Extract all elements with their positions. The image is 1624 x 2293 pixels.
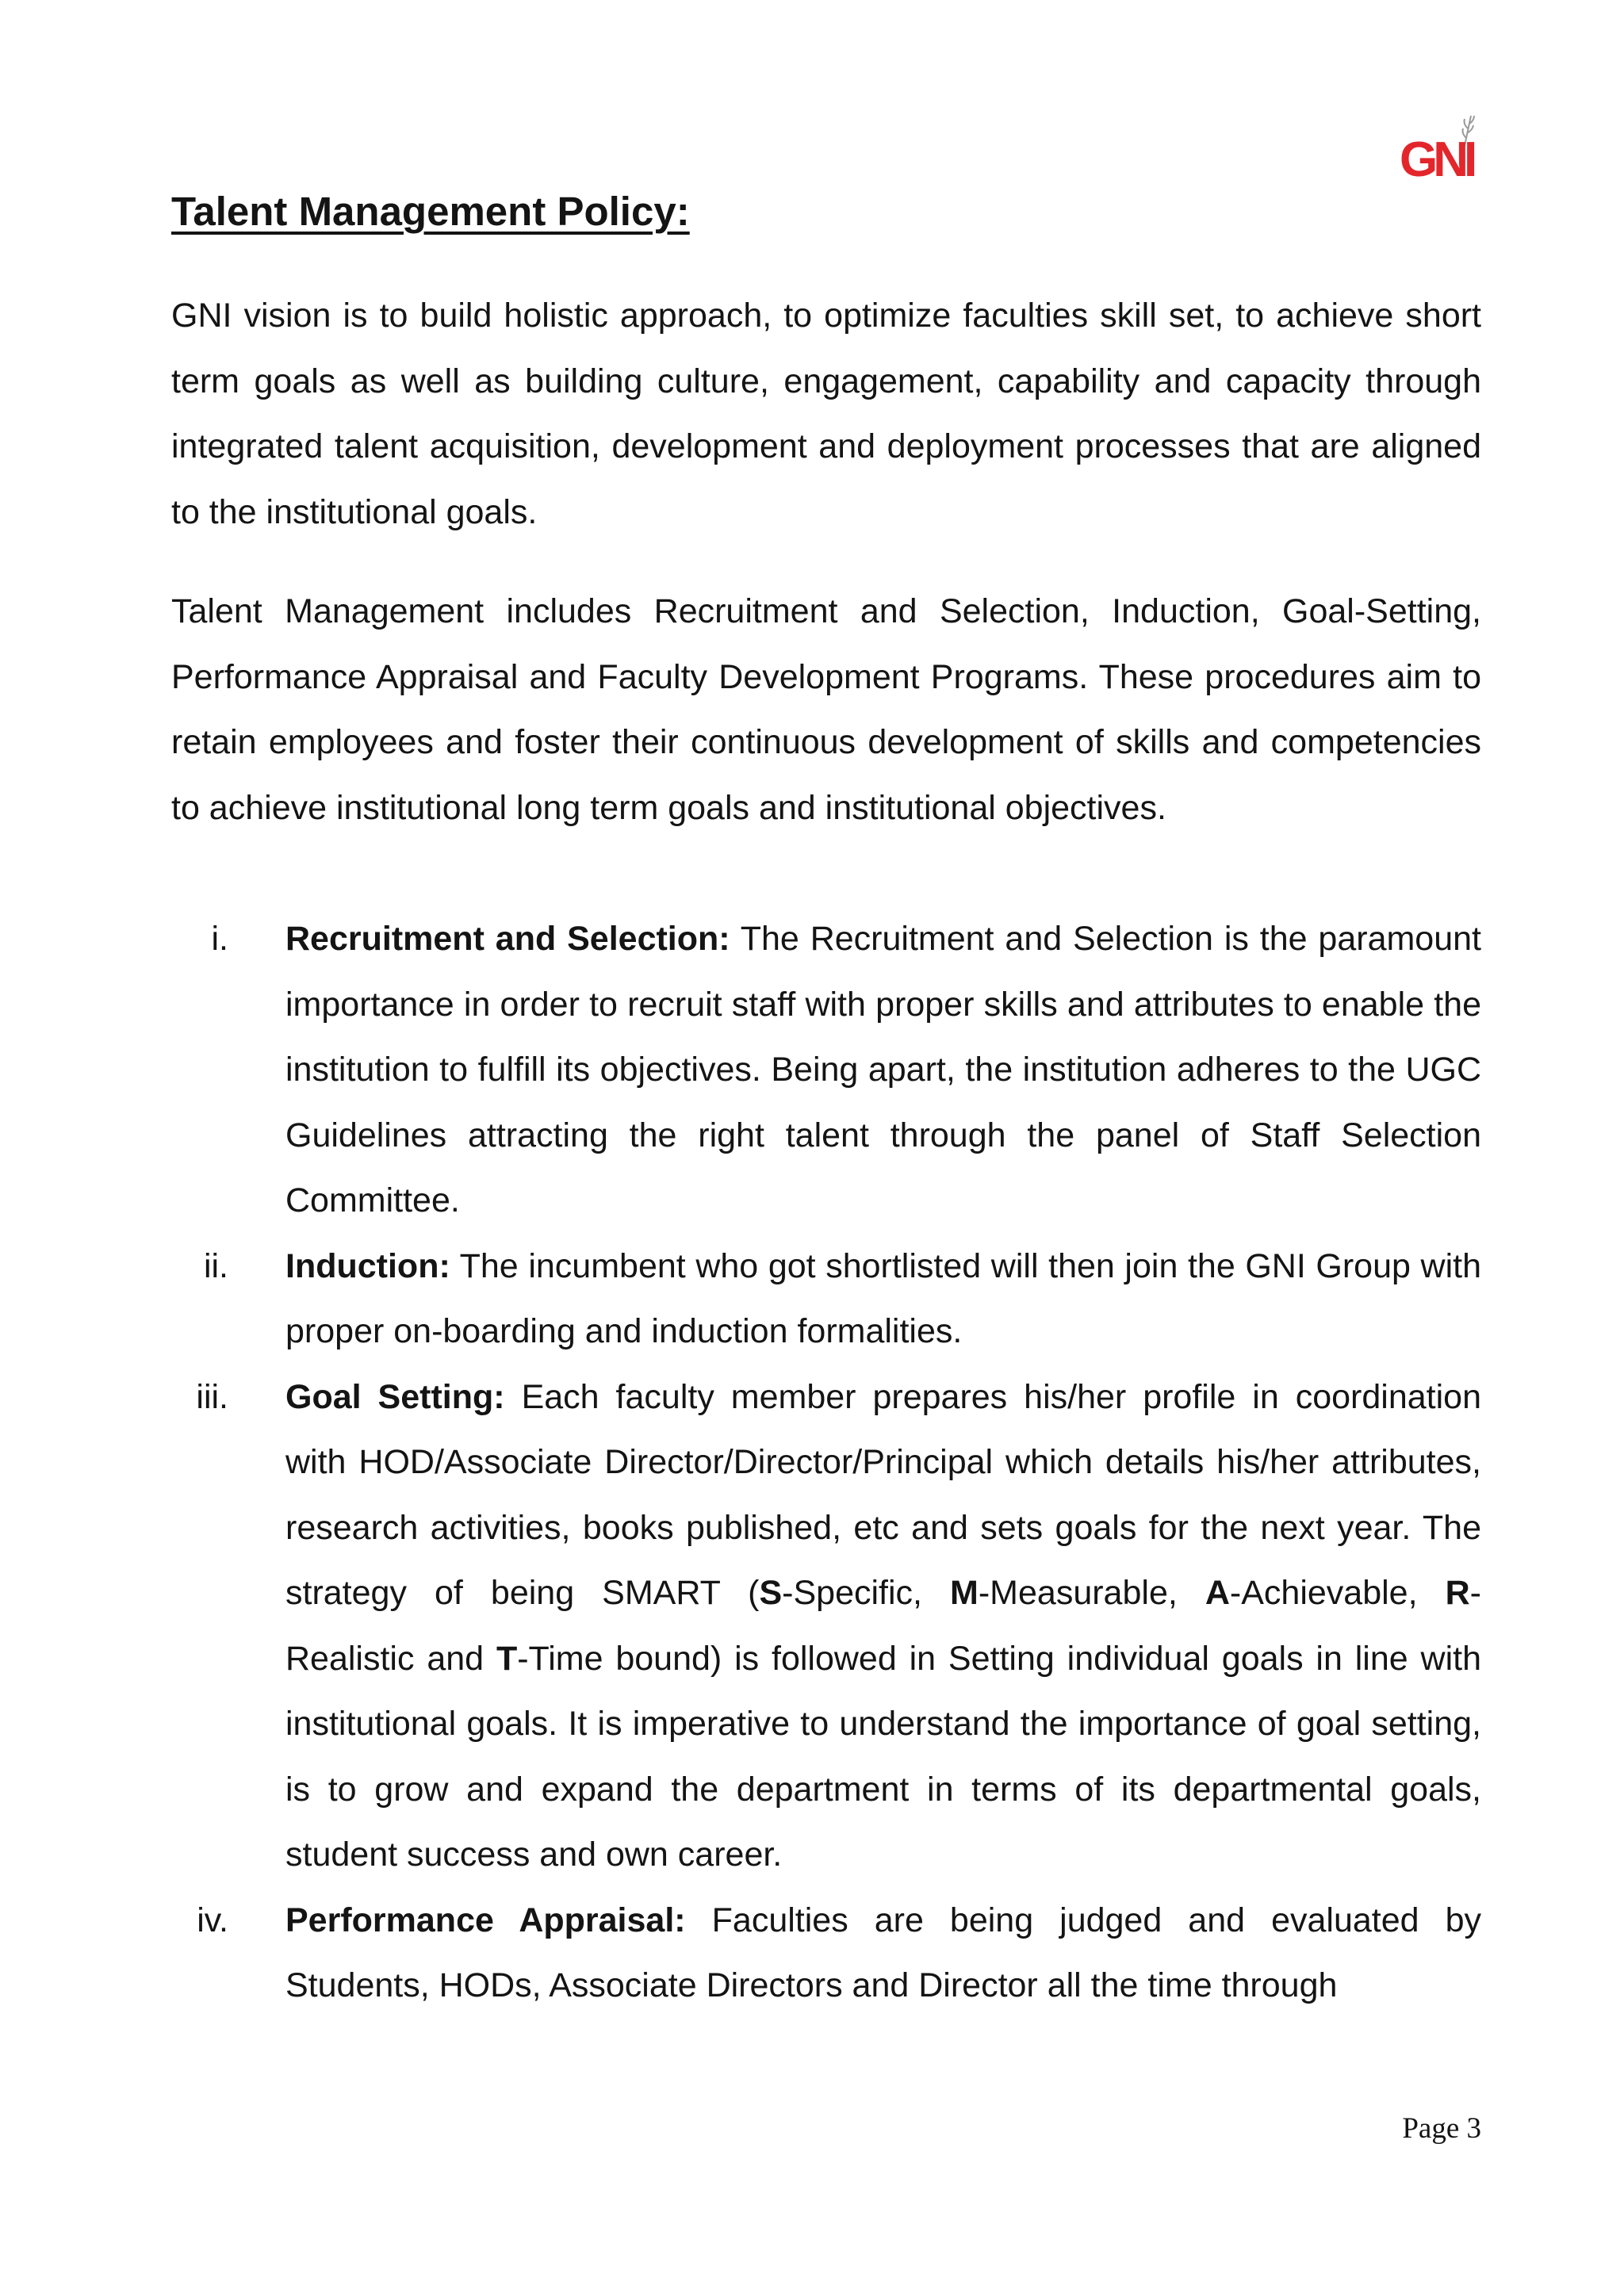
- list-item-label: Goal Setting:: [285, 1377, 505, 1416]
- list-item-label: Recruitment and Selection:: [285, 920, 730, 958]
- list-number: i.: [211, 920, 228, 958]
- list-item-text: Faculties are being judged and evaluated by Students, HODs, Associate Directors and Director all the time through: [285, 1901, 1481, 2004]
- gni-logo-graphic: [1398, 111, 1485, 182]
- list-item-text: Each faculty member prepares his/her profile in coordination with HOD/Associate Director/Director/Principal which details his/her attributes, research activities, books published, etc and sets goals for the next year. The strategy of being SMART (: [285, 1377, 1481, 1612]
- list-item-goal-setting: [171, 1365, 1481, 1888]
- smart-word-achievable: -Achievable,: [1229, 1574, 1446, 1612]
- list-item-label: Performance Appraisal:: [285, 1901, 686, 1939]
- list-number: ii.: [203, 1246, 228, 1285]
- gni-logo: [1398, 111, 1485, 182]
- list-number: iv.: [197, 1901, 228, 1939]
- smart-word-time-bound: -Time bound): [517, 1639, 722, 1678]
- list-item-text: The incumbent who got shortlisted will then join the GNI Group with proper on-boarding and induction formalities.: [285, 1246, 1481, 1350]
- smart-letter-m: M: [950, 1574, 979, 1612]
- page-number: Page 3: [1402, 2112, 1481, 2145]
- page-title: Talent Management Policy:: [171, 189, 690, 234]
- list-item-performance-appraisal: [171, 1888, 1481, 2019]
- smart-letter-a: A: [1205, 1574, 1230, 1612]
- talent-management-list: [171, 906, 1481, 2019]
- list-item-label: Induction:: [285, 1246, 450, 1285]
- list-item-recruitment: [171, 906, 1481, 1234]
- list-item-text: The Recruitment and Selection is the paramount importance in order to recruit staff with proper skills and attributes to enable the institution to fulfill its objectives. Being apart, the institution adheres to the UGC Guidelines attracting the right talent through the panel of Staff Selection Committee.: [285, 920, 1482, 1219]
- list-item-text: is followed in Setting individual goals in line with institutional goals. It is imperative to understand the importance of goal setting, is to grow and expand the department in terms of its departmental goals, student success and own career.: [285, 1639, 1481, 1874]
- list-item-induction: [171, 1234, 1481, 1365]
- smart-word-specific: -Specific,: [782, 1574, 951, 1612]
- list-number: iii.: [196, 1377, 228, 1416]
- smart-word-measurable: -Measurable,: [978, 1574, 1205, 1612]
- smart-letter-s: S: [759, 1574, 783, 1612]
- smart-letter-t: T: [496, 1639, 518, 1678]
- paragraph-vision: GNI vision is to build holistic approach, to optimize faculties skill set, to achieve short term goals as well as building culture, engagement, capability and capacity through integrated talent acquisition, development and deployment processes that are aligned to the institutional goals.: [171, 297, 1481, 531]
- paragraph-talent-management: Talent Management includes Recruitment and Selection, Induction, Goal-Setting, Performance Appraisal and Faculty Development Programs. These procedures aim to retain employees and foster their continuous development of skills and competencies to achieve institutional long term goals and institutional objectives.: [171, 592, 1481, 827]
- smart-word-realistic: -Realistic and: [285, 1574, 1481, 1678]
- smart-letter-r: R: [1445, 1574, 1470, 1612]
- logo-text: GNI: [1400, 132, 1473, 182]
